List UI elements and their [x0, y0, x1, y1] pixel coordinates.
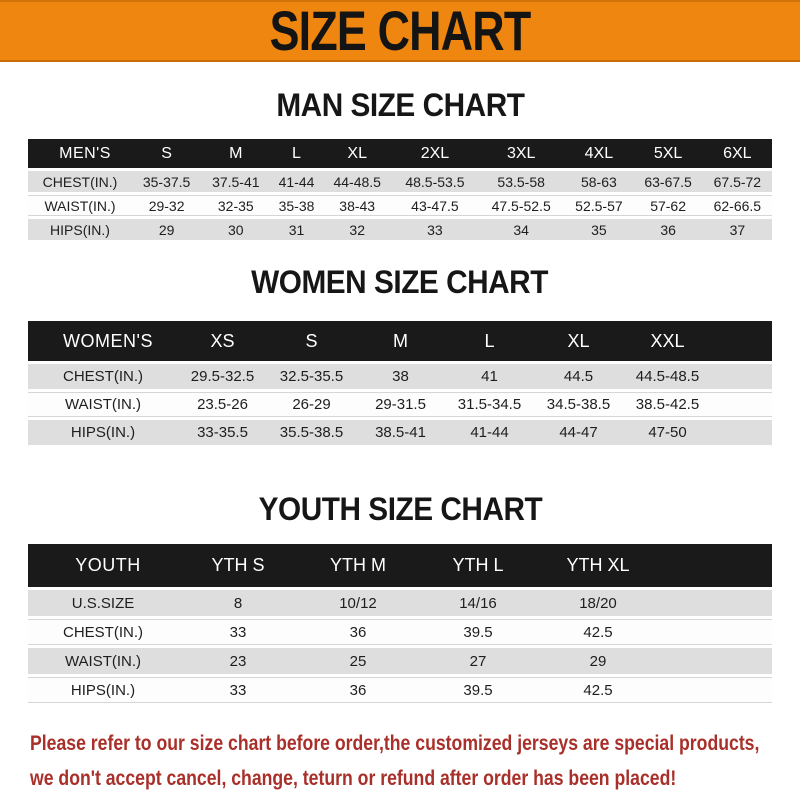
cell: 34: [478, 219, 564, 243]
spacer-cell: [658, 619, 772, 648]
youth-hips-row: [28, 677, 772, 706]
cell: 35.5-38.5: [267, 420, 356, 448]
men-col-header: 3XL: [478, 139, 564, 171]
women-hips-row: [28, 420, 772, 448]
cell: 33: [392, 219, 478, 243]
youth-col-header: YTH XL: [538, 544, 658, 590]
row-label: HIPS(IN.): [28, 219, 132, 243]
spacer-cell: [658, 590, 772, 619]
cell: 27: [418, 648, 538, 677]
men-col-header: L: [270, 139, 322, 171]
cell: 44.5-48.5: [623, 364, 712, 392]
spacer-cell: [658, 648, 772, 677]
spacer-cell: [658, 677, 772, 706]
page-title: SIZE CHART: [269, 0, 531, 62]
cell: 14/16: [418, 590, 538, 619]
cell: 67.5-72: [703, 171, 772, 195]
men-col-header: 4XL: [564, 139, 633, 171]
cell: 44-47: [534, 420, 623, 448]
men-chest-row: [28, 171, 772, 195]
women-table-label: WOMEN'S: [28, 321, 178, 364]
cell: 33: [178, 619, 298, 648]
cell: 41-44: [445, 420, 534, 448]
cell: 35: [564, 219, 633, 243]
youth-chest-row: [28, 619, 772, 648]
note-line2-text: we don't accept cancel, change, teturn or refund after order has been placed!: [30, 767, 677, 790]
men-size-table: [28, 139, 772, 243]
cell: 58-63: [564, 171, 633, 195]
cell: 37: [703, 219, 772, 243]
cell: 23.5-26: [178, 392, 267, 420]
cell: 44.5: [534, 364, 623, 392]
banner: [0, 0, 800, 62]
youth-col-header: YTH S: [178, 544, 298, 590]
row-label: HIPS(IN.): [28, 677, 178, 706]
cell: 43-47.5: [392, 195, 478, 219]
cell: 52.5-57: [564, 195, 633, 219]
row-label: CHEST(IN.): [28, 364, 178, 392]
cell: 36: [298, 619, 418, 648]
cell: 53.5-58: [478, 171, 564, 195]
cell: 33: [178, 677, 298, 706]
note-line: [30, 726, 800, 761]
row-label: WAIST(IN.): [28, 648, 178, 677]
youth-col-header: YTH M: [298, 544, 418, 590]
women-waist-row: [28, 392, 772, 420]
cell: 31: [270, 219, 322, 243]
section-women: [0, 265, 800, 448]
cell: 41: [445, 364, 534, 392]
spacer-cell: [712, 420, 772, 448]
cell: 41-44: [270, 171, 322, 195]
women-header-row: [28, 321, 772, 364]
cell: 47.5-52.5: [478, 195, 564, 219]
row-label: CHEST(IN.): [28, 619, 178, 648]
cell: 63-67.5: [634, 171, 703, 195]
cell: 38.5-42.5: [623, 392, 712, 420]
cell: 26-29: [267, 392, 356, 420]
cell: 8: [178, 590, 298, 619]
women-col-header: XL: [534, 321, 623, 364]
row-label: WAIST(IN.): [28, 392, 178, 420]
note-line: [30, 761, 800, 796]
women-chest-row: [28, 364, 772, 392]
spacer-cell: [658, 544, 772, 590]
cell: 42.5: [538, 677, 658, 706]
row-label: HIPS(IN.): [28, 420, 178, 448]
cell: 32.5-35.5: [267, 364, 356, 392]
cell: 29.5-32.5: [178, 364, 267, 392]
women-col-header: L: [445, 321, 534, 364]
cell: 38: [356, 364, 445, 392]
women-col-header: XXL: [623, 321, 712, 364]
cell: 32-35: [201, 195, 270, 219]
women-section-title-text: WOMEN SIZE CHART: [251, 264, 549, 300]
cell: 39.5: [418, 677, 538, 706]
cell: 47-50: [623, 420, 712, 448]
men-col-header: 5XL: [634, 139, 703, 171]
women-size-table: [28, 321, 772, 448]
cell: 38.5-41: [356, 420, 445, 448]
youth-size-table: [28, 544, 772, 706]
youth-waist-row: [28, 648, 772, 677]
women-section-title: [0, 265, 800, 299]
men-section-title-text: MAN SIZE CHART: [275, 87, 525, 123]
men-col-header: 6XL: [703, 139, 772, 171]
spacer-cell: [712, 321, 772, 364]
cell: 35-37.5: [132, 171, 201, 195]
women-col-header: M: [356, 321, 445, 364]
note-line1-text: Please refer to our size chart before order,the customized jerseys are special products,: [30, 732, 760, 755]
cell: 10/12: [298, 590, 418, 619]
youth-header-row: [28, 544, 772, 590]
women-col-header: XS: [178, 321, 267, 364]
cell: 35-38: [270, 195, 322, 219]
men-col-header: M: [201, 139, 270, 171]
men-col-header: S: [132, 139, 201, 171]
cell: 30: [201, 219, 270, 243]
row-label: WAIST(IN.): [28, 195, 132, 219]
cell: 34.5-38.5: [534, 392, 623, 420]
cell: 42.5: [538, 619, 658, 648]
cell: 36: [634, 219, 703, 243]
youth-col-header: YTH L: [418, 544, 538, 590]
row-label: CHEST(IN.): [28, 171, 132, 195]
cell: 36: [298, 677, 418, 706]
cell: 38-43: [323, 195, 392, 219]
youth-section-title-text: YOUTH SIZE CHART: [258, 491, 542, 527]
men-waist-row: [28, 195, 772, 219]
cell: 37.5-41: [201, 171, 270, 195]
row-label: U.S.SIZE: [28, 590, 178, 619]
cell: 29: [538, 648, 658, 677]
cell: 18/20: [538, 590, 658, 619]
cell: 44-48.5: [323, 171, 392, 195]
men-header-row: [28, 139, 772, 171]
cell: 32: [323, 219, 392, 243]
men-hips-row: [28, 219, 772, 243]
section-youth: [0, 492, 800, 706]
youth-ussize-row: [28, 590, 772, 619]
men-col-header: XL: [323, 139, 392, 171]
cell: 29-32: [132, 195, 201, 219]
men-section-title: [0, 88, 800, 122]
spacer-cell: [712, 392, 772, 420]
cell: 48.5-53.5: [392, 171, 478, 195]
cell: 62-66.5: [703, 195, 772, 219]
cell: 33-35.5: [178, 420, 267, 448]
men-table-label: MEN'S: [28, 139, 132, 171]
cell: 57-62: [634, 195, 703, 219]
spacer-cell: [712, 364, 772, 392]
section-men: [0, 88, 800, 243]
women-col-header: S: [267, 321, 356, 364]
cell: 29-31.5: [356, 392, 445, 420]
youth-table-label: YOUTH: [28, 544, 178, 590]
cell: 31.5-34.5: [445, 392, 534, 420]
men-col-header: 2XL: [392, 139, 478, 171]
cell: 39.5: [418, 619, 538, 648]
cell: 23: [178, 648, 298, 677]
cell: 29: [132, 219, 201, 243]
cell: 25: [298, 648, 418, 677]
footer-note: [30, 726, 800, 796]
youth-section-title: [0, 492, 800, 526]
